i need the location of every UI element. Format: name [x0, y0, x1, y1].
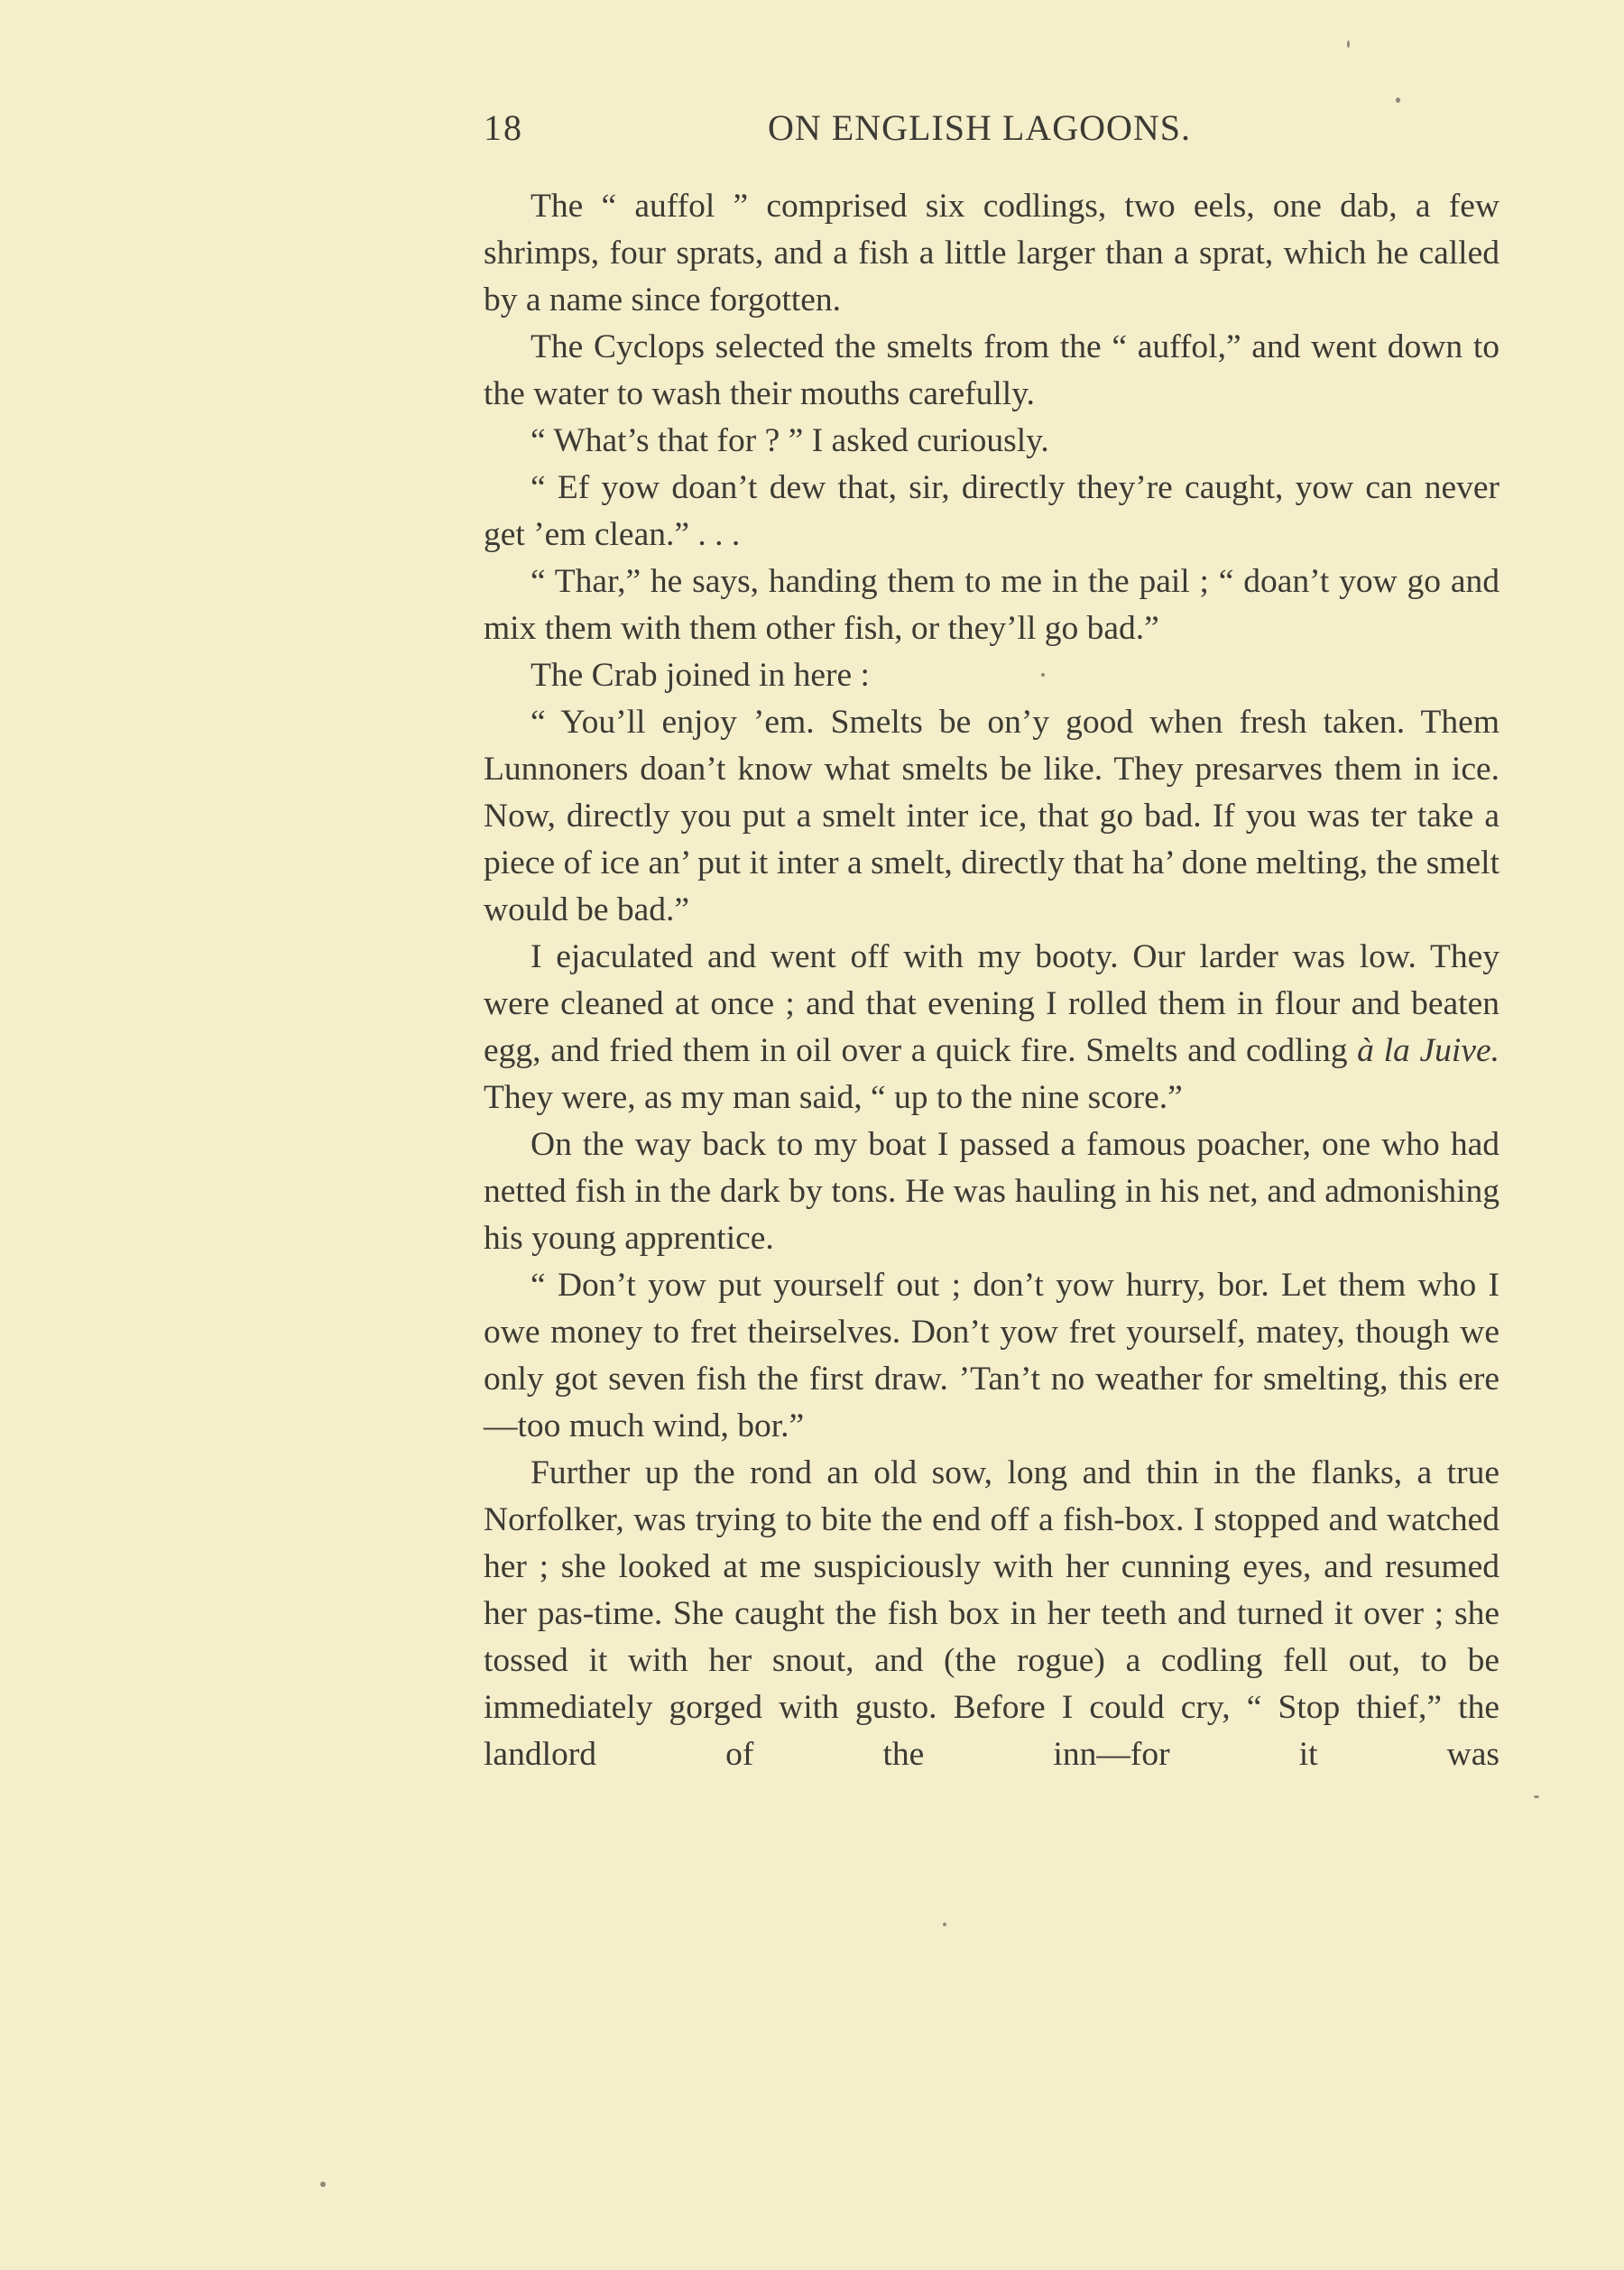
running-title: ON ENGLISH LAGOONS.	[768, 107, 1191, 148]
paragraph: The Crab joined in here :	[531, 657, 870, 694]
running-head	[484, 106, 1503, 161]
paragraph: Further up the rond an old sow, long and thin in the flanks, a true Norfolker, was trying to bite the end off a fish-box. I stopped and watched her ; she looked at me suspiciously with her cunning eyes, and resumed her pas-time. She caught the fish box in her teeth and turned it over ; she tossed it with her snout, and (the rogue) a codling fell out, to be immediately gorged with gusto. Before I could cry, “ Stop thief,” the landlord of the inn—for it was	[484, 1454, 1499, 1773]
paragraph: The “ auffol ” comprised six codlings, two eels, one dab, a few shrimps, four sprats, and a fish a little larger than a sprat, which he called by a name since forgotten.	[484, 188, 1499, 318]
paper-speck	[943, 1923, 946, 1926]
paragraph: “ What’s that for ? ” I asked curiously.	[531, 422, 1049, 459]
paper-speck	[320, 2182, 326, 2187]
paper-speck	[1534, 1795, 1539, 1798]
page-number: 18	[484, 107, 523, 148]
paragraph: On the way back to my boat I passed a famous poacher, one who had netted fish in the dark by tons. He was hauling in his net, and admonishing his young apprentice.	[484, 1126, 1499, 1257]
paper-speck	[1041, 673, 1045, 677]
paper-speck	[1347, 41, 1350, 48]
paragraph: I ejaculated and went off with my booty. Our larder was low. They were cleaned at once ; and that evening I rolled them in flour and beaten egg, and fried them in oil over a quick fire. Smelts and codling à la Juive. They were, as my man said, “ up to the nine score.”	[484, 938, 1499, 1116]
paragraph: “ Ef yow doan’t dew that, sir, directly they’re caught, yow can never get ’em clean.” . . .	[484, 469, 1499, 553]
paragraph: “ Don’t yow put yourself out ; don’t yow hurry, bor. Let them who I owe money to fret theirselves. Don’t yow fret yourself, matey, though we only got seven fish the first draw. ’Tan’t no weather for smelting, this ere—too much wind, bor.”	[484, 1267, 1499, 1444]
paragraph: “ Thar,” he says, handing them to me in the pail ; “ doan’t yow go and mix them with them other fish, or they’ll go bad.”	[484, 563, 1499, 647]
paper-speck	[1396, 97, 1400, 103]
italic-phrase: à la Juive.	[1357, 1032, 1499, 1069]
paragraph: “ You’ll enjoy ’em. Smelts be on’y good when fresh taken. Them Lunnoners doan’t know what smelts be like. They presarves them in ice. Now, directly you put a smelt inter ice, that go bad. If you was ter take a piece of ice an’ put it inter a smelt, directly that ha’ done melting, the smelt would be bad.”	[484, 704, 1499, 928]
paragraph: The Cyclops selected the smelts from the “ auffol,” and went down to the water to wash their mouths carefully.	[484, 328, 1499, 412]
body-text	[484, 183, 1499, 1778]
